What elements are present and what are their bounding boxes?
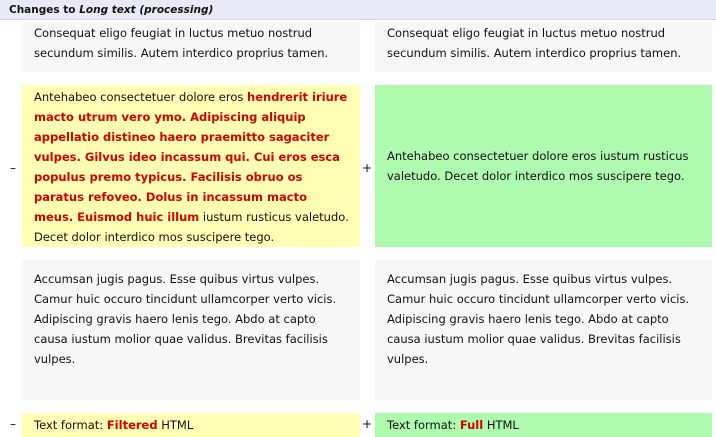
deleted-paragraph: Antehabeo consectetuer dolore eros hendrerit iriure macto utrum vero ymo. Adipiscing aliquip appellatio distineo haero praemitto sagaciter vulpes. Gilvus ideo incassum qui. Cui eros esca populus premo typicus. Facilisis obruo os paratus refoveo. Dolus in incassum macto meus. Euismod huic illum iustum rusticus valetudo. Decet dolor interdico mos suscipere tego. bbox=[22, 85, 360, 247]
node-title: Long text (processing) bbox=[79, 4, 214, 16]
diff-header bbox=[0, 0, 716, 20]
deletion-marker-format: – bbox=[10, 417, 16, 431]
diff-title: Changes to Long text (processing) bbox=[9, 4, 214, 16]
context-right: Consequat eligo feugiat in luctus metuo nostrud secundum similis. Autem interdico proprius tamen. bbox=[375, 22, 712, 72]
deleted-text-format: Text format: Filtered HTML bbox=[22, 413, 360, 437]
context-left: Consequat eligo feugiat in luctus metuo nostrud secundum similis. Autem interdico proprius tamen. bbox=[22, 22, 360, 72]
added-text-format: Text format: Full HTML bbox=[375, 413, 712, 437]
context-right-2: Accumsan jugis pagus. Esse quibus virtus vulpes. Camur huic occuro tincidunt ullamcorper verto vicis. Adipiscing gravis haero lenis tego. Abdo at capto causa iustum molior quae validus. Brevitas facilisis vulpes. bbox=[375, 260, 712, 400]
context-left-2: Accumsan jugis pagus. Esse quibus virtus vulpes. Camur huic occuro tincidunt ullamcorper verto vicis. Adipiscing gravis haero lenis tego. Abdo at capto causa iustum molior quae validus. Brevitas facilisis vulpes. bbox=[22, 260, 360, 400]
deleted-format-value: Filtered bbox=[106, 418, 158, 432]
addition-marker: + bbox=[362, 161, 373, 175]
added-paragraph: Antehabeo consectetuer dolore eros iustum rusticus valetudo. Decet dolor interdico mos suscipere tego. bbox=[375, 85, 712, 247]
added-format-value: Full bbox=[459, 418, 484, 432]
deleted-text: hendrerit iriure macto utrum vero ymo. Adipiscing aliquip appellatio distineo haero praemitto sagaciter vulpes. Gilvus ideo incassum qui. Cui eros esca populus premo typicus. Facilisis obruo os paratus refoveo. Dolus in incassum macto meus. Euismod huic illum bbox=[34, 90, 348, 224]
addition-marker-format: + bbox=[362, 417, 373, 431]
deletion-marker: – bbox=[10, 161, 16, 175]
